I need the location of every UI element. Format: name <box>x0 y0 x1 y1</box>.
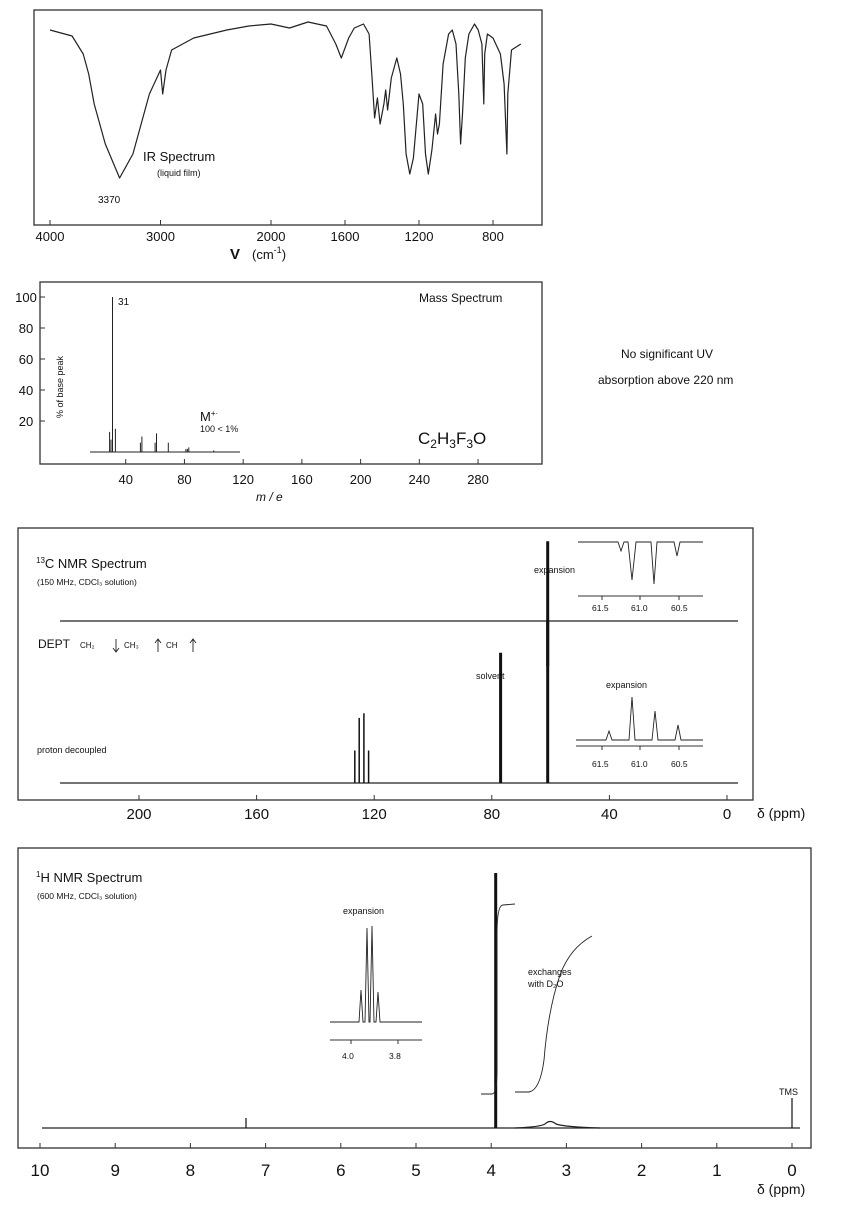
h1-exchange-label-1: exchanges <box>528 967 572 977</box>
ms-y-tick-label: 60 <box>18 352 34 367</box>
ir-xlabel-symbol: V <box>230 246 241 263</box>
ir-title: IR Spectrum <box>143 149 216 164</box>
ms-molecular-ion-note: 100 < 1% <box>200 424 239 434</box>
uv-note-line2: absorption above 220 nm <box>598 373 734 387</box>
h1-x-tick-label: 9 <box>110 1161 120 1180</box>
ir-x-tick-label: 1600 <box>330 229 360 244</box>
c13-decoupled-label: proton decoupled <box>37 745 107 755</box>
up-arrow-icon <box>155 639 161 652</box>
c13-expansion-ticks <box>592 746 688 769</box>
h1-x-tick-label: 6 <box>336 1161 346 1180</box>
dept-legend-ch2: CH₂ <box>80 641 95 650</box>
ms-x-tick-label: 200 <box>349 472 372 487</box>
dept-legend-ch: CH <box>166 641 178 650</box>
c13-x-tick-label: 80 <box>483 806 501 823</box>
h1-xlabel: δ (ppm) <box>757 1181 806 1197</box>
ms-x-tick-label: 160 <box>291 472 313 487</box>
ms-y-tick-label: 100 <box>15 290 37 305</box>
h1-expansion-label: expansion <box>343 906 385 916</box>
c13-dept-exp-tick-3: 60.5 <box>671 603 688 613</box>
h1-frame <box>18 848 811 1148</box>
ms-base-peak-label: 31 <box>118 297 130 308</box>
c13-dept-exp-tick-2: 61.0 <box>631 603 648 613</box>
c13-exp-tick-1: 61.5 <box>592 759 609 769</box>
molecular-formula: $C_2H_3F_3O$ <box>418 429 487 451</box>
ms-x-tick-label: 40 <box>118 472 133 487</box>
ms-y-tick-label: 40 <box>18 383 34 398</box>
ms-peaks <box>110 297 214 452</box>
c13-solvent-label: solvent <box>476 671 505 681</box>
c13-x-tick-label: 200 <box>126 806 152 823</box>
ir-panel <box>34 10 542 263</box>
ir-x-ticks <box>36 220 504 244</box>
ir-x-tick-label: 4000 <box>35 229 65 244</box>
h1-integral-2 <box>515 936 592 1092</box>
ir-peak-annotation: 3370 <box>98 195 121 206</box>
c13-x-ticks <box>126 795 731 823</box>
c13-x-tick-label: 40 <box>601 806 618 823</box>
ms-x-tick-label: 280 <box>467 472 489 487</box>
c13-dept-expansion-label: expansion <box>534 565 576 575</box>
h1-x-tick-label: 2 <box>636 1161 647 1180</box>
down-arrow-icon <box>113 639 119 652</box>
c13-subtitle: (150 MHz, CDCl₃ solution) <box>37 577 137 587</box>
h1-peaks <box>246 873 792 1128</box>
h1-x-tick-label: 4 <box>486 1161 496 1180</box>
h1-x-tick-label: 10 <box>30 1161 50 1180</box>
h1-x-tick-label: 5 <box>411 1161 421 1180</box>
c13-peaks <box>355 541 548 783</box>
c13-expansion-trace <box>576 697 703 740</box>
h1-tms-label: TMS <box>779 1087 798 1097</box>
ms-x-tick-label: 80 <box>177 472 192 487</box>
ms-x-tick-label: 120 <box>232 472 255 487</box>
c13-dept-exp-tick-1: 61.5 <box>592 603 609 613</box>
ir-xlabel-unit: $(cm^{-1})$ <box>252 245 287 262</box>
ir-x-tick-label: 3000 <box>146 229 175 244</box>
ir-frame <box>34 10 542 225</box>
ir-x-tick-label: 2000 <box>256 229 286 244</box>
h1-x-tick-label: 7 <box>260 1161 271 1180</box>
h1-x-tick-label: 0 <box>787 1161 797 1180</box>
c13-x-tick-label: 160 <box>244 806 270 823</box>
ms-y-tick-label: 20 <box>18 414 34 429</box>
h1-exp-tick-2: 3.8 <box>389 1051 401 1061</box>
c13-exp-tick-2: 61.0 <box>631 759 648 769</box>
dept-label: DEPT <box>38 637 71 651</box>
ms-panel <box>15 282 542 504</box>
h1-exchange-label-2: with D₂O <box>528 979 564 989</box>
ir-x-tick-label: 1200 <box>404 229 434 244</box>
ir-x-tick-label: 800 <box>482 229 504 244</box>
h1-title: $^1$H NMR Spectrum <box>36 870 143 885</box>
h1-expansion-ticks <box>342 1040 401 1061</box>
h1-x-tick-label: 1 <box>712 1161 722 1180</box>
ir-subtitle: (liquid film) <box>157 168 201 178</box>
c13-x-tick-label: 120 <box>361 806 387 823</box>
c13-exp-tick-3: 60.5 <box>671 759 688 769</box>
h1-oh-peak <box>515 1122 600 1129</box>
c13-expansion-label: expansion <box>606 680 648 690</box>
ms-xlabel: m / e <box>256 490 283 504</box>
h1-subtitle: (600 MHz, CDCl₃ solution) <box>37 891 137 901</box>
c13-dept-expansion-trace <box>578 542 703 584</box>
ms-y-tick-label: 80 <box>18 321 34 336</box>
ir-trace <box>50 22 521 178</box>
ms-molecular-ion: M+· <box>200 409 219 424</box>
ms-x-tick-label: 240 <box>408 472 431 487</box>
h1-integral-1 <box>481 904 515 1094</box>
up-arrow-icon <box>190 639 196 652</box>
ms-x-ticks <box>118 459 488 487</box>
h1-x-tick-label: 3 <box>561 1161 572 1180</box>
c13-x-tick-label: 0 <box>722 806 732 823</box>
dept-legend <box>80 639 196 652</box>
ms-title: Mass Spectrum <box>419 291 503 305</box>
ms-ylabel: % of base peak <box>55 355 65 418</box>
dept-legend-ch3: CH₃ <box>124 641 139 650</box>
c13-title: $^{13}$C NMR Spectrum <box>36 556 147 571</box>
h1-exp-tick-1: 4.0 <box>342 1051 354 1061</box>
uv-note-line1: No significant UV <box>621 347 714 361</box>
h1-expansion-trace <box>330 926 422 1022</box>
h1-panel <box>18 848 811 1197</box>
h1-x-tick-label: 8 <box>185 1161 196 1180</box>
c13-panel <box>18 528 805 823</box>
c13-dept-expansion-ticks <box>592 596 688 613</box>
c13-xlabel: δ (ppm) <box>757 805 806 821</box>
